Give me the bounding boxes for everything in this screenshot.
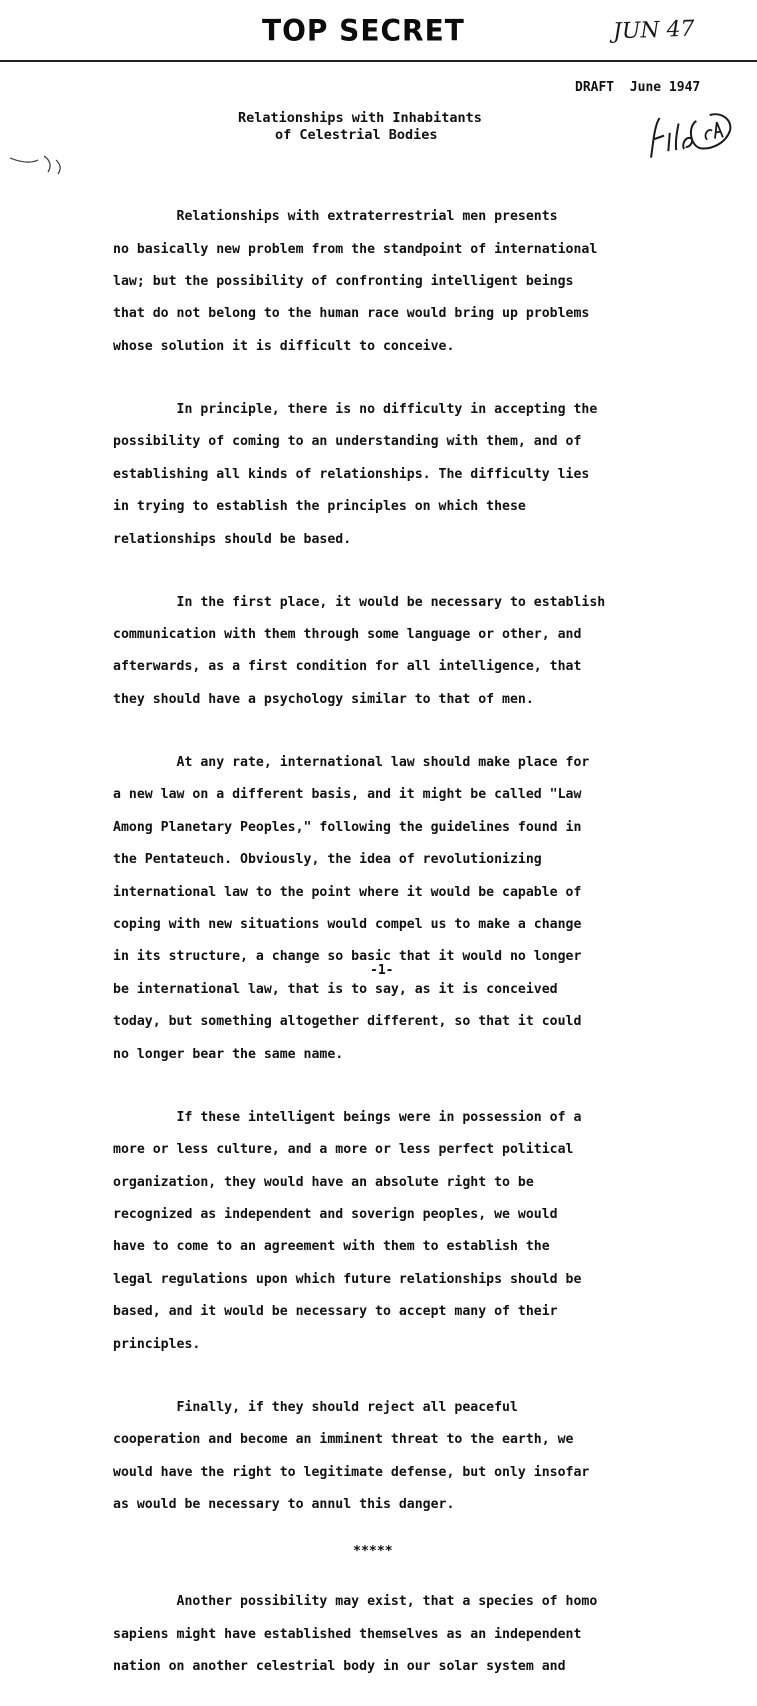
text-line: recognized as independent and soverign peoples, we would — [113, 1206, 558, 1222]
draft-date-label: DRAFT June 1947 — [575, 80, 701, 95]
header-rule — [0, 60, 757, 62]
section-separator: ***** — [353, 1543, 393, 1559]
text-line: organization, they would have an absolute right to be — [113, 1174, 534, 1190]
text-line: more or less culture, and a more or less perfect political — [113, 1142, 574, 1158]
text-line: If these intelligent beings were in possession of a — [113, 1109, 582, 1125]
text-line: coping with new situations would compel us to make a change — [113, 917, 582, 933]
text-line: that do not belong to the human race would bring up problems — [113, 306, 590, 322]
text-line: the Pentateuch. Obviously, the idea of revolutionizing — [113, 852, 542, 868]
text-line: cooperation and become an imminent threat to the earth, we — [113, 1432, 574, 1448]
text-line: Relationships with extraterrestrial men presents — [113, 209, 558, 225]
text-line: would have the right to legitimate defense, but only insofar — [113, 1464, 590, 1480]
handwritten-date: JUN 47 — [612, 16, 696, 45]
text-line: sapiens might have established themselves as an independent — [113, 1626, 582, 1642]
text-line: in its structure, a change so basic that it would no longer — [113, 949, 582, 965]
text-line: principles. — [113, 1336, 201, 1352]
file-annotation-signature — [637, 101, 743, 164]
text-line: nation on another celestrial body in our solar system and — [113, 1659, 566, 1675]
paragraph — [113, 1094, 743, 1369]
text-line: as would be necessary to annul this danger. — [113, 1496, 455, 1512]
text-line: based, and it would be necessary to accept many of their — [113, 1304, 558, 1320]
text-line: a new law on a different basis, and it might be called "Law — [113, 787, 582, 803]
text-line: legal regulations upon which future relationships should be — [113, 1271, 582, 1287]
title-line-1: Relationships with Inhabitants — [238, 110, 482, 126]
text-line: afterwards, as a first condition for all intelligence, that — [113, 659, 582, 675]
margin-mark-icon — [8, 148, 68, 182]
text-line: have to come to an agreement with them to establish the — [113, 1239, 550, 1255]
document-title — [238, 110, 558, 144]
paragraph — [113, 386, 743, 564]
paragraph — [113, 1384, 743, 1530]
text-line: possibility of coming to an understanding with them, and of — [113, 434, 582, 450]
text-line: in trying to establish the principles on which these — [113, 499, 526, 515]
text-line: no basically new problem from the standpoint of international — [113, 241, 598, 257]
paragraph — [113, 739, 743, 1079]
title-line-2: of Celestrial Bodies — [275, 127, 438, 143]
text-line: Another possibility may exist, that a species of homo — [113, 1594, 598, 1610]
file-annotation-handwriting-icon — [637, 101, 743, 164]
paragraph — [113, 1578, 743, 1691]
text-line: establishing all kinds of relationships. The difficulty lies — [113, 466, 590, 482]
paragraph — [113, 193, 743, 371]
page-number: -1- — [370, 963, 394, 978]
paragraph — [113, 578, 743, 724]
text-line: In the first place, it would be necessary to establish — [113, 594, 606, 610]
text-line: communication with them through some language or other, and — [113, 627, 582, 643]
text-line: no longer bear the same name. — [113, 1046, 344, 1062]
text-line: relationships should be based. — [113, 531, 352, 547]
text-line: At any rate, international law should make place for — [113, 755, 590, 770]
text-line: Finally, if they should reject all peaceful — [113, 1399, 518, 1415]
text-line: today, but something altogether different, so that it could — [113, 1014, 582, 1030]
text-line: law; but the possibility of confronting intelligent beings — [113, 274, 574, 290]
text-line: international law to the point where it would be capable of — [113, 884, 582, 900]
text-line: In principle, there is no difficulty in accepting the — [113, 401, 598, 417]
text-line: Among Planetary Peoples," following the guidelines found in — [113, 819, 582, 835]
text-line: be international law, that is to say, as it is conceived — [113, 981, 558, 997]
classification-stamp: TOP SECRET — [262, 13, 465, 48]
text-line: whose solution it is difficult to conceive. — [113, 338, 455, 354]
document-body — [113, 193, 743, 1706]
text-line: they should have a psychology similar to that of men. — [113, 691, 534, 707]
